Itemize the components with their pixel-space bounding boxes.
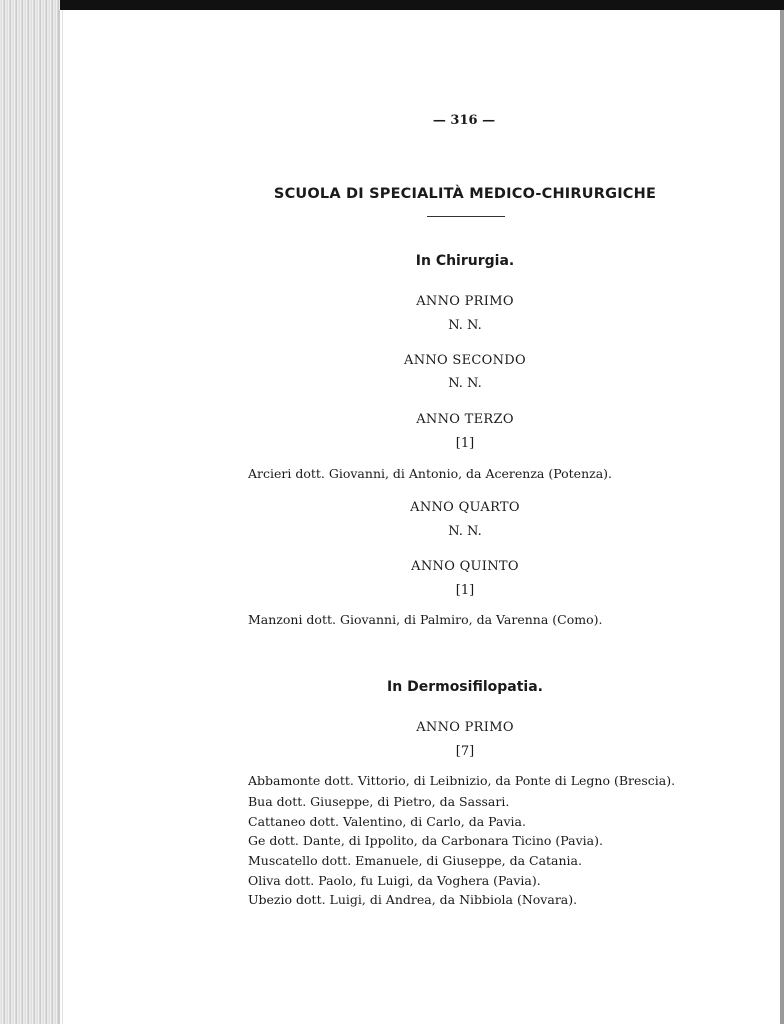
student-entry: Abbamonte dott. Vittorio, di Leibnizio, da Ponte di Legno (Brescia).: [248, 773, 676, 788]
scan-top-border: [0, 0, 784, 10]
scan-right-border: [780, 10, 784, 1024]
student-entry: Bua dott. Giuseppe, di Pietro, da Sassari.: [248, 794, 510, 809]
spine-edge: [58, 10, 60, 1024]
student-entry: Ubezio dott. Luigi, di Andrea, da Nibbiola (Novara).: [248, 892, 578, 907]
year-label: ANNO TERZO: [416, 412, 514, 427]
year-label: ANNO PRIMO: [416, 720, 514, 735]
student-entry: Cattaneo dott. Valentino, di Carlo, da Pavia.: [248, 814, 526, 829]
page-number: — 316 —: [432, 113, 496, 128]
page-title: SCUOLA DI SPECIALITÀ MEDICO-CHIRURGICHE: [273, 186, 657, 202]
section-heading-dermosifilopatia: In Dermosifilopatia.: [387, 679, 543, 695]
page-edge: [62, 10, 63, 1024]
title-rule: [427, 216, 505, 217]
year-count: [1]: [455, 583, 475, 598]
student-entry: Ge dott. Dante, di Ippolito, da Carbonara Ticino (Pavia).: [248, 833, 603, 848]
year-count: N. N.: [448, 524, 482, 539]
student-entry: Muscatello dott. Emanuele, di Giuseppe, da Catania.: [248, 853, 582, 868]
book-spine: [0, 0, 60, 1024]
year-label: ANNO PRIMO: [416, 294, 514, 309]
year-label: ANNO QUARTO: [410, 500, 520, 515]
year-label: ANNO SECONDO: [404, 353, 526, 368]
year-count: N. N.: [448, 318, 482, 333]
year-count: [7]: [455, 744, 475, 759]
year-count: N. N.: [448, 376, 482, 391]
student-entry: Oliva dott. Paolo, fu Luigi, da Voghera (Pavia).: [248, 873, 541, 888]
student-entry: Manzoni dott. Giovanni, di Palmiro, da Varenna (Como).: [248, 612, 603, 627]
student-entry: Arcieri dott. Giovanni, di Antonio, da Acerenza (Potenza).: [248, 466, 613, 481]
year-label: ANNO QUINTO: [411, 559, 519, 574]
year-count: [1]: [455, 436, 475, 451]
section-heading-chirurgia: In Chirurgia.: [415, 253, 515, 269]
